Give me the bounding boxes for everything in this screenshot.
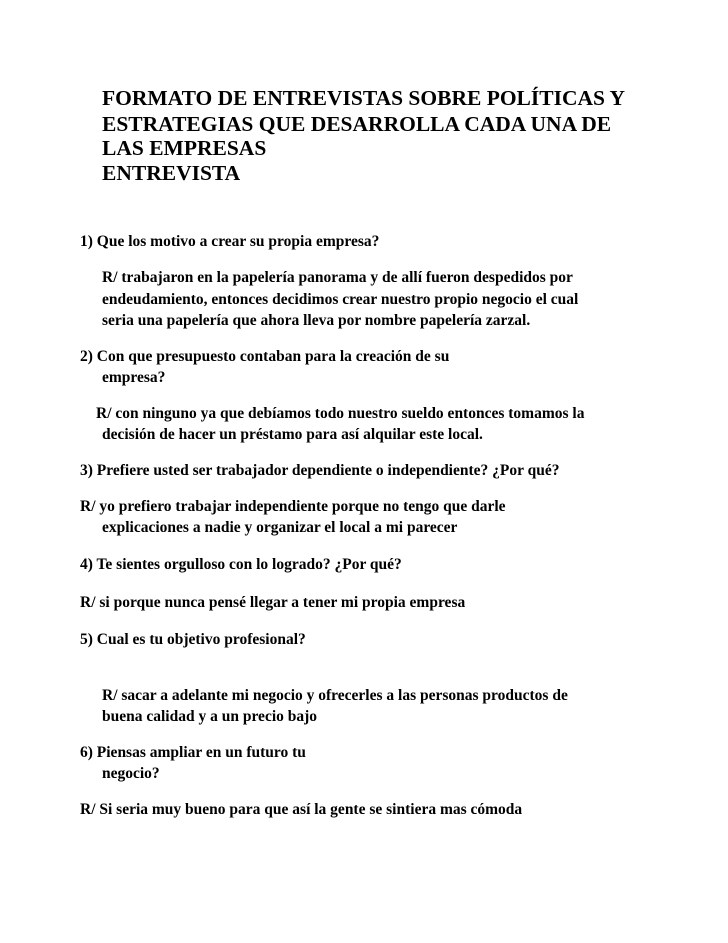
question-6-line-1: 6) Piensas ampliar en un futuro tu	[80, 744, 306, 761]
answer-3-line-1: R/ yo prefiero trabajar independiente porque no tengo que darle	[80, 498, 506, 515]
answer-2-line-1: R/ con ninguno ya que debíamos todo nuestro sueldo entonces tomamos la	[96, 405, 585, 422]
title-line-3: LAS EMPRESAS	[102, 136, 267, 160]
question-1: 1) Que los motivo a crear su propia empresa?	[80, 233, 380, 250]
answer-5-line-2: buena calidad y a un precio bajo	[102, 708, 318, 725]
title-line-4: ENTREVISTA	[102, 161, 241, 185]
answer-2-line-2: decisión de hacer un préstamo para así alquilar este local.	[102, 426, 483, 443]
question-4: 4) Te sientes orgulloso con lo logrado? ¿Por qué?	[80, 556, 402, 573]
answer-1-line-2: endeudamiento, entonces decidimos crear nuestro propio negocio el cual	[102, 291, 579, 308]
answer-6: R/ Si seria muy bueno para que así la gente se sintiera mas cómoda	[80, 801, 523, 818]
answer-5-line-1: R/ sacar a adelante mi negocio y ofrecerles a las personas productos de	[102, 687, 568, 704]
question-6-line-2: negocio?	[102, 765, 160, 782]
title-line-1: FORMATO DE ENTREVISTAS SOBRE POLÍTICAS Y	[102, 86, 626, 110]
answer-1-line-1: R/ trabajaron en la papelería panorama y de allí fueron despedidos por	[102, 269, 573, 286]
question-5: 5) Cual es tu objetivo profesional?	[80, 631, 306, 648]
title-line-2: ESTRATEGIAS QUE DESARROLLA CADA UNA DE	[102, 112, 612, 136]
question-3: 3) Prefiere usted ser trabajador dependiente o independiente? ¿Por qué?	[80, 462, 560, 479]
answer-3-line-2: explicaciones a nadie y organizar el local a mi parecer	[102, 519, 458, 536]
answer-1-line-3: seria una papelería que ahora lleva por nombre papelería zarzal.	[102, 312, 531, 329]
question-2-line-1: 2) Con que presupuesto contaban para la creación de su	[80, 348, 450, 365]
answer-4: R/ si porque nunca pensé llegar a tener mi propia empresa	[80, 594, 466, 611]
question-2-line-2: empresa?	[102, 369, 166, 386]
